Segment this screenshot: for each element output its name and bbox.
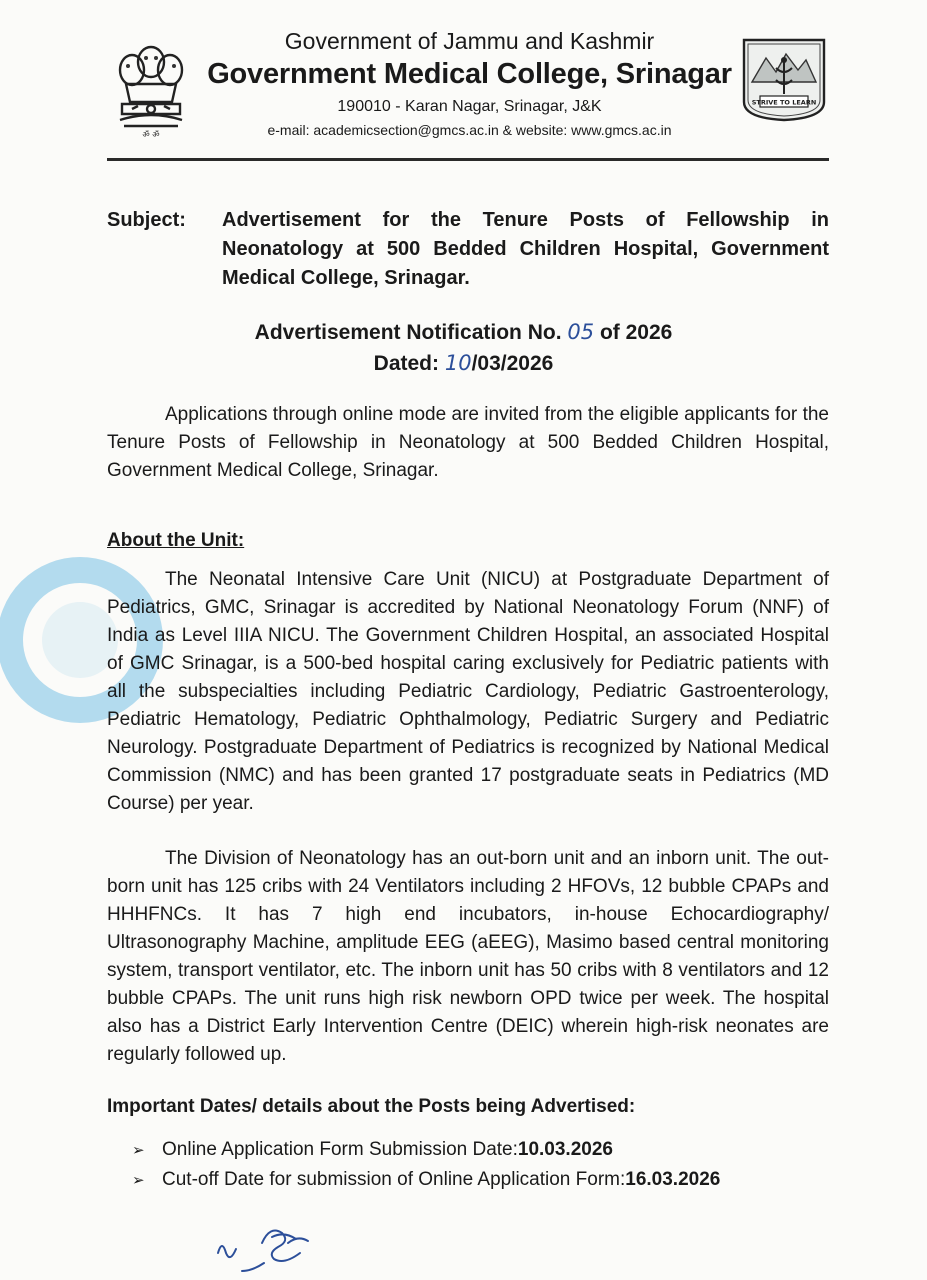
arrow-bullet-icon: ➢	[132, 1142, 145, 1159]
subject-text: Advertisement for the Tenure Posts of Fellowship in Neonatology at 500 Bedded Children Hospital, Government Medical College, Srinagar.	[222, 209, 829, 289]
date-item-label: Cut-off Date for submission of Online Application Form:	[162, 1169, 626, 1190]
header-divider	[107, 158, 829, 161]
contact-line: e-mail: academicsection@gmcs.ac.in & website: www.gmcs.ac.in	[267, 122, 672, 138]
dated-rest: /03/2026	[471, 352, 554, 375]
handwritten-signature	[212, 1213, 332, 1273]
list-item	[132, 1165, 720, 1195]
svg-text:ॐ ॐ: ॐ ॐ	[142, 130, 160, 139]
notification-block	[0, 317, 927, 379]
government-title: Government of Jammu and Kashmir	[284, 28, 655, 54]
notification-suffix: of 2026	[594, 321, 673, 344]
date-item-label: Online Application Form Submission Date:	[162, 1139, 518, 1160]
division-text: The Division of Neonatology has an out-born unit and an inborn unit. The out- born unit has 125 cribs with 24 Ventilators including 2 HFOVs, 12 bubble CPAPs and HHHFNCs. It has 7 high end incubators, in-house Echocardiography/ Ultrasonography Machine, amplitude EEG (aEEG), Masimo based central monitoring system, transport ventilator, etc. The inborn unit has 50 cribs with 8 ventilators and 12 bubble CPAPs. The unit runs high risk newborn OPD twice per week. The hospital also has a District Early Intervention Centre (DEIC) wherein high-risk neonates are regularly followed up.	[107, 848, 829, 1065]
notification-prefix: Advertisement Notification No.	[254, 321, 562, 344]
about-paragraph	[107, 566, 829, 818]
seal-motto: STRIVE TO LEARN	[751, 98, 817, 107]
about-heading: About the Unit:	[107, 530, 245, 551]
handwritten-notification-number: 05	[567, 320, 595, 344]
handwritten-date-day: 10	[444, 351, 472, 375]
about-text: The Neonatal Intensive Care Unit (NICU) at Postgraduate Department of Pediatrics, GMC, Srinagar is accredited by National Neonatology Forum (NNF) of India as Level IIIA NICU. The Government Children Hospital, an associated Hospital of GMC Srinagar, is a 500-bed hospital caring exclusively for Pediatric patients with all the subspecialties including Pediatric Cardiology, Pediatric Gastroenterology, Pediatric Hematology, Pediatric Ophthalmology, Pediatric Surgery and Pediatric Neurology. Postgraduate Department of Pediatrics is recognized by National Medical Commission (NMC) and has been granted 17 postgraduate seats in Pediatrics (MD Course) per year.	[107, 569, 829, 814]
date-item-value: 16.03.2026	[625, 1169, 721, 1190]
division-paragraph	[107, 845, 829, 1069]
dated-label: Dated:	[373, 352, 445, 375]
arrow-bullet-icon: ➢	[132, 1172, 145, 1189]
notification-date-line	[0, 348, 927, 379]
important-dates-list	[132, 1135, 720, 1195]
intro-text: Applications through online mode are invited from the eligible applicants for the Tenure Posts of Fellowship in Neonatology at 500 Bedded Children Hospital, Government Medical College, Srinagar.	[107, 404, 829, 481]
college-seal-icon	[740, 36, 828, 122]
intro-paragraph	[107, 401, 829, 485]
list-item	[132, 1135, 720, 1165]
notification-number-line	[0, 317, 927, 348]
subject-label: Subject:	[107, 209, 186, 231]
college-address: 190010 - Karan Nagar, Srinagar, J&K	[337, 98, 602, 115]
date-item-value: 10.03.2026	[517, 1139, 613, 1160]
important-dates-heading: Important Dates/ details about the Posts being Advertised:	[107, 1096, 636, 1117]
college-title: Government Medical College, Srinagar	[207, 58, 732, 90]
